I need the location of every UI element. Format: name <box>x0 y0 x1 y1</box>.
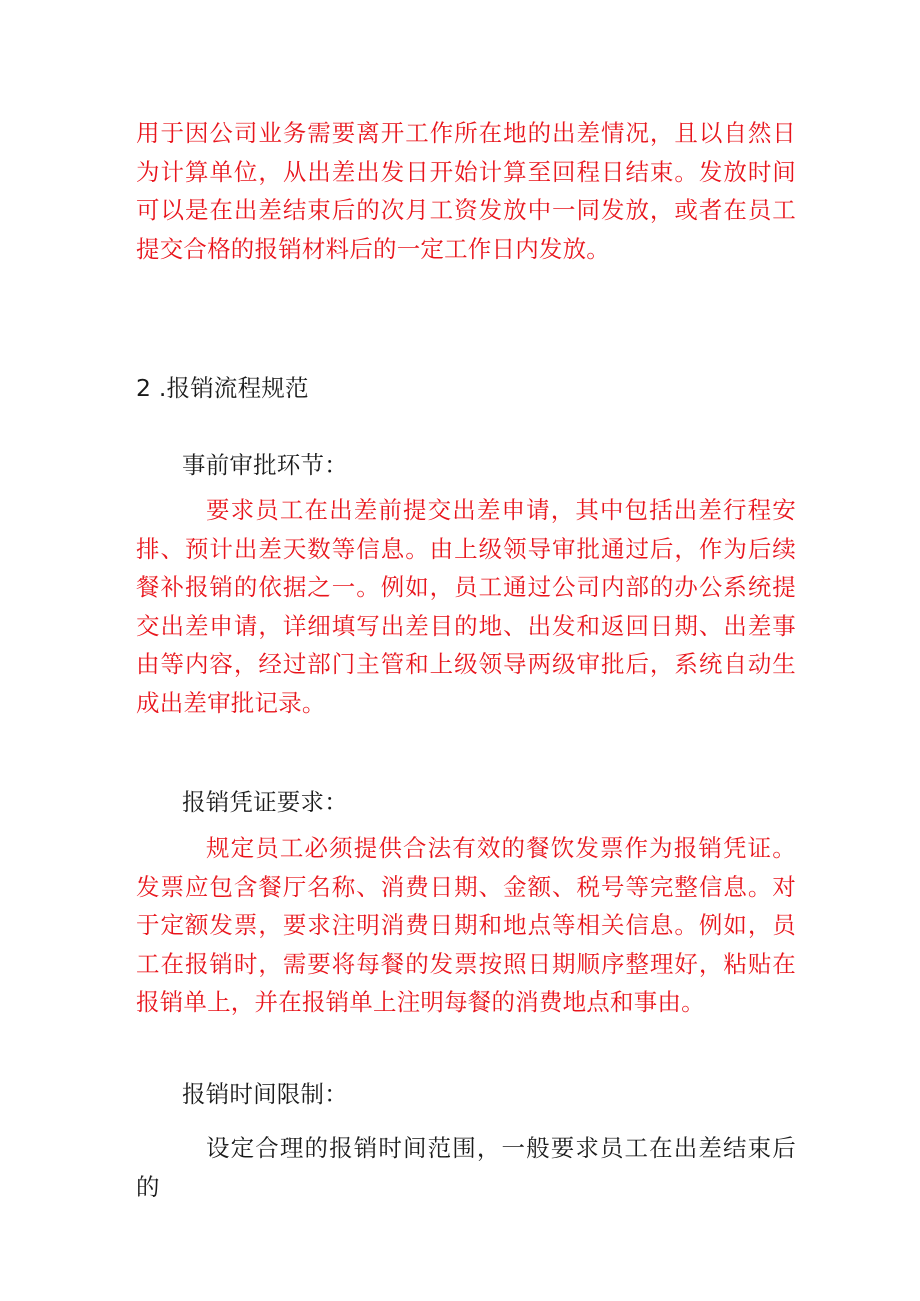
section-heading: 2 .报销流程规范 <box>136 374 309 402</box>
subsection-heading-voucher-requirements: 报销凭证要求： <box>182 788 348 816</box>
subsection-heading-time-limit: 报销时间限制： <box>182 1080 348 1108</box>
paragraph-voucher-requirements: 规定员工必须提供合法有效的餐饮发票作为报销凭证。发票应包含餐厅名称、消费日期、金额、税号等完整信息。对于定额发票，要求注明消费日期和地点等相关信息。例如，员工在报销时，需要将每餐的发票按照日期顺序整理好，粘贴在报销单上，并在报销单上注明每餐的消费地点和事由。 <box>136 834 796 1016</box>
paragraph-time-limit: 设定合理的报销时间范围，一般要求员工在出差结束后的 <box>136 1134 796 1201</box>
intro-paragraph: 用于因公司业务需要离开工作所在地的出差情况，且以自然日为计算单位，从出差出发日开始计算至回程日结束。发放时间可以是在出差结束后的次月工资发放中一同发放，或者在员工提交合格的报销材料后的一定工作日内发放。 <box>136 119 796 263</box>
subsection-heading-pre-approval: 事前审批环节： <box>182 451 348 479</box>
paragraph-pre-approval: 要求员工在出差前提交出差申请，其中包括出差行程安排、预计出差天数等信息。由上级领导审批通过后，作为后续餐补报销的依据之一。例如，员工通过公司内部的办公系统提交出差申请，详细填写出差目的地、出发和返回日期、出差事由等内容，经过部门主管和上级领导两级审批后，系统自动生成出差审批记录。 <box>136 496 796 717</box>
